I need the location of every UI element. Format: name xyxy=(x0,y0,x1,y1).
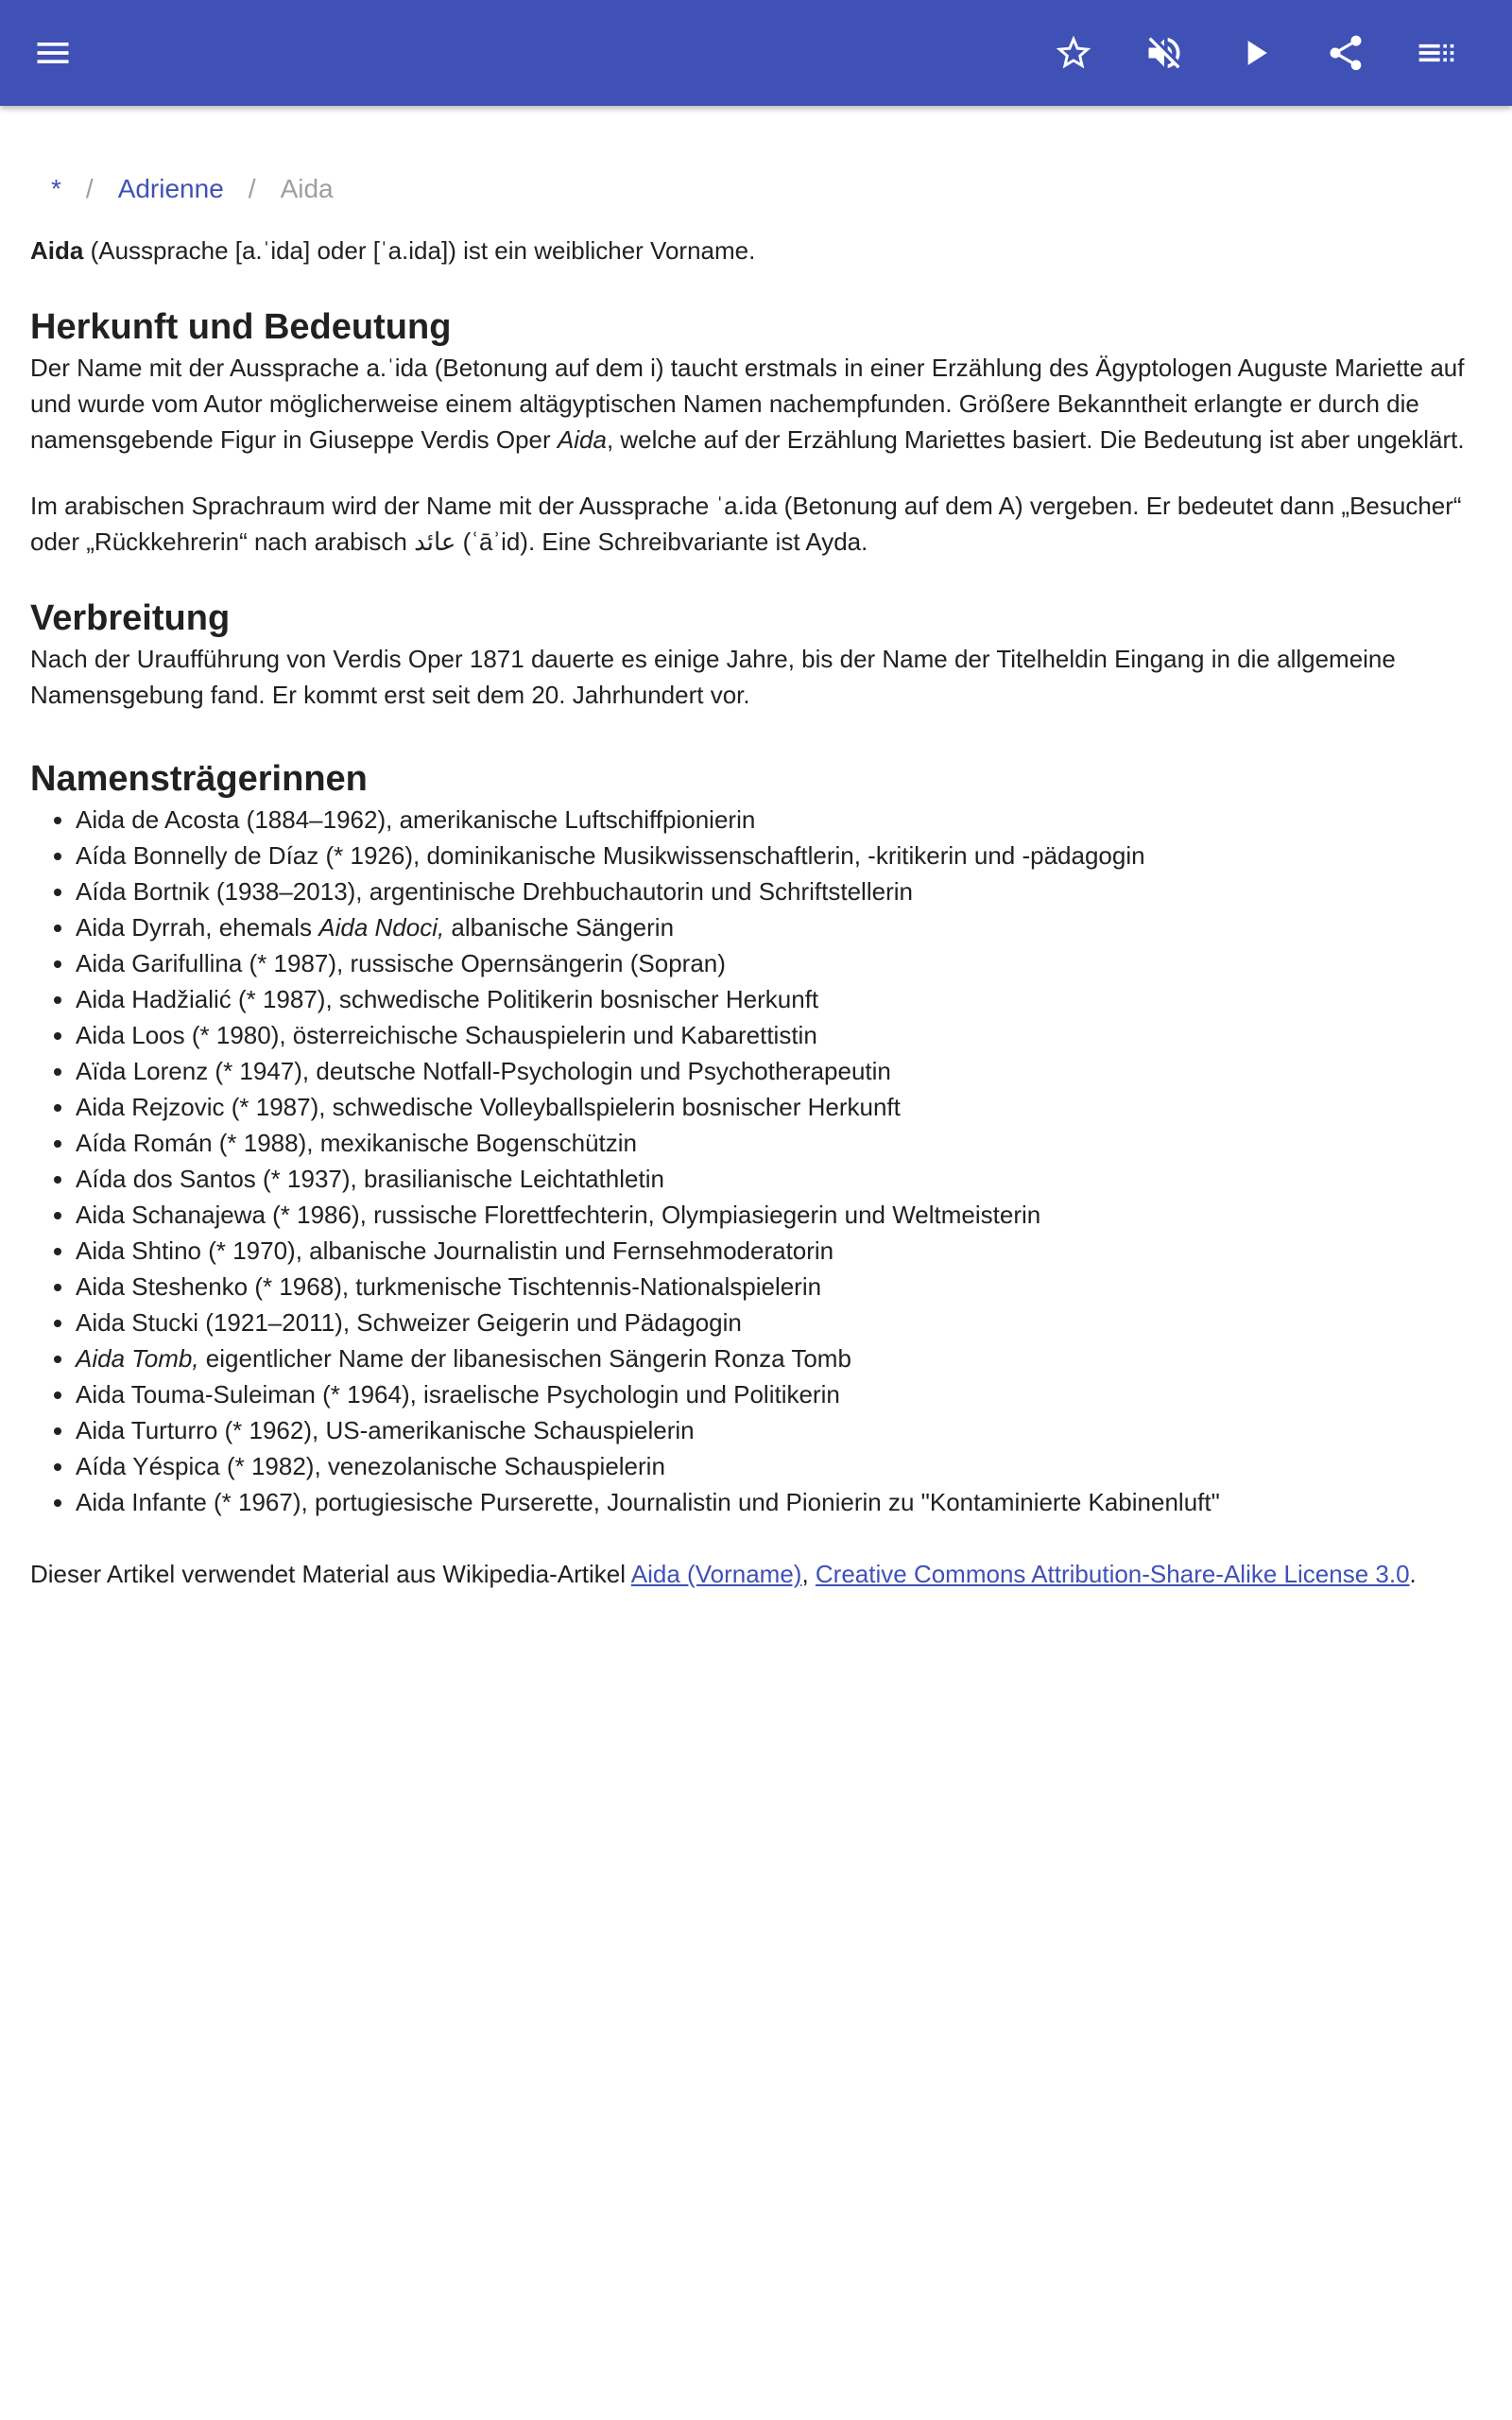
article-content xyxy=(30,106,1486,1592)
verbreitung-paragraph: Nach der Uraufführung von Verdis Oper 1871 dauerte es einige Jahre, bis der Name der Titelheldin Eingang in die allgemeine Namensgebung fand. Er kommt erst seit dem 20. Jahrhundert vor. xyxy=(30,645,1396,709)
herkunft-italic-aida: Aida xyxy=(557,425,607,454)
menu-icon[interactable] xyxy=(26,26,79,79)
heading-herkunft: Herkunft und Bedeutung xyxy=(30,307,452,347)
wikipedia-article-link[interactable]: Aida (Vorname) xyxy=(630,1560,802,1588)
breadcrumb-parent-link[interactable]: Adrienne xyxy=(117,174,224,203)
list-item: • Aïda Lorenz (* 1947), deutsche Notfall-Psychologin und Psychotherapeutin xyxy=(76,1053,1486,1089)
list-item: • Aida Dyrrah, ehemals Aida Ndoci, albanische Sängerin xyxy=(76,909,1486,945)
list-item: • Aida Tomb, eigentlicher Name der libanesischen Sängerin Ronza Tomb xyxy=(76,1340,1486,1376)
list-item: • Aída dos Santos (* 1937), brasilianische Leichtathletin xyxy=(76,1161,1486,1197)
list-item: • Aida Stucki (1921–2011), Schweizer Geigerin und Pädagogin xyxy=(76,1305,1486,1340)
list-item: • Aida Hadžialić (* 1987), schwedische Politikerin bosnischer Herkunft xyxy=(76,981,1486,1017)
list-item: • Aida Garifullina (* 1987), russische Opernsängerin (Sopran) xyxy=(76,945,1486,981)
breadcrumb-root-link[interactable]: * xyxy=(51,174,61,203)
list-item: • Aida Steshenko (* 1968), turkmenische Tischtennis-Nationalspielerin xyxy=(76,1269,1486,1305)
breadcrumb-separator: / xyxy=(248,174,256,203)
share-icon[interactable] xyxy=(1319,26,1372,79)
list-item: • Aida Touma-Suleiman (* 1964), israelische Psychologin und Politikerin xyxy=(76,1376,1486,1412)
play-icon[interactable] xyxy=(1228,26,1281,79)
heading-namenstraegerinnen: Namensträgerinnen xyxy=(30,759,368,799)
list-item: • Aída Román (* 1988), mexikanische Bogenschützin xyxy=(76,1125,1486,1161)
volume-off-icon[interactable] xyxy=(1138,26,1191,79)
list-item: • Aida Schanajewa (* 1986), russische Florettfechterin, Olympiasiegerin und Weltmeisterin xyxy=(76,1197,1486,1233)
attribution-prefix: Dieser Artikel verwendet Material aus Wikipedia-Artikel xyxy=(30,1560,631,1588)
herkunft-text-b: , welche auf der Erzählung Mariettes basiert. Die Bedeutung ist aber ungeklärt. xyxy=(606,425,1465,454)
herkunft-text-a: Der Name mit der Aussprache a.ˈida (Betonung auf dem i) taucht erstmals in einer Erzählung des Ägyptologen Auguste Mariette auf und wurde vom Autor möglicherweise einem altägyptischen Namen nachempfunden. Größere Bekanntheit erlangte er durch die namensgebende Figur in Giuseppe Verdis Oper xyxy=(30,354,1465,454)
list-item: • Aída Bonnelly de Díaz (* 1926), dominikanische Musikwissenschaftlerin, -kritikerin und -pädagogin xyxy=(76,838,1486,873)
breadcrumb-current: Aida xyxy=(280,174,334,203)
list-item: • Aída Bortnik (1938–2013), argentinische Drehbuchautorin und Schriftstellerin xyxy=(76,873,1486,909)
license-link[interactable]: Creative Commons Attribution-Share-Alike License 3.0 xyxy=(815,1560,1410,1588)
attribution-footer xyxy=(30,1556,1486,1592)
intro-paragraph xyxy=(30,233,1486,268)
list-item: • Aida Loos (* 1980), österreichische Schauspielerin und Kabarettistin xyxy=(76,1017,1486,1053)
star-outline-icon[interactable] xyxy=(1047,26,1100,79)
namenstraegerinnen-list xyxy=(30,802,1486,1520)
list-item: • Aida de Acosta (1884–1962), amerikanische Luftschiffpionierin xyxy=(76,802,1486,838)
list-item: • Aida Shtino (* 1970), albanische Journalistin und Fernsehmoderatorin xyxy=(76,1233,1486,1269)
app-bar xyxy=(0,0,1512,106)
list-item: • Aída Yéspica (* 1982), venezolanische Schauspielerin xyxy=(76,1448,1486,1484)
list-item: • Aida Rejzovic (* 1987), schwedische Volleyballspielerin bosnischer Herkunft xyxy=(76,1089,1486,1125)
heading-verbreitung: Verbreitung xyxy=(30,598,231,638)
intro-text: (Aussprache [a.ˈida] oder [ˈa.ida]) ist ein weiblicher Vorname. xyxy=(83,236,756,265)
breadcrumb xyxy=(30,168,1486,210)
list-item: • Aida Infante (* 1967), portugiesische Purserette, Journalistin und Pionierin zu "Kontaminierte Kabinenluft" xyxy=(76,1484,1486,1520)
list-item: • Aida Turturro (* 1962), US-amerikanische Schauspielerin xyxy=(76,1412,1486,1448)
intro-name-bold: Aida xyxy=(30,236,84,265)
playlist-icon[interactable] xyxy=(1410,26,1463,79)
herkunft-paragraph-2: Im arabischen Sprachraum wird der Name mit der Aussprache ˈa.ida (Betonung auf dem A) vergeben. Er bedeutet dann „Besucher“ oder „Rückkehrerin“ nach arabisch عائد (ʿāʾid). Eine Schreibvariante ist Ayda. xyxy=(30,492,1462,556)
attribution-comma: , xyxy=(801,1560,816,1588)
breadcrumb-separator: / xyxy=(85,174,94,203)
herkunft-paragraph-1 xyxy=(30,350,1486,458)
attribution-suffix: . xyxy=(1409,1560,1417,1588)
